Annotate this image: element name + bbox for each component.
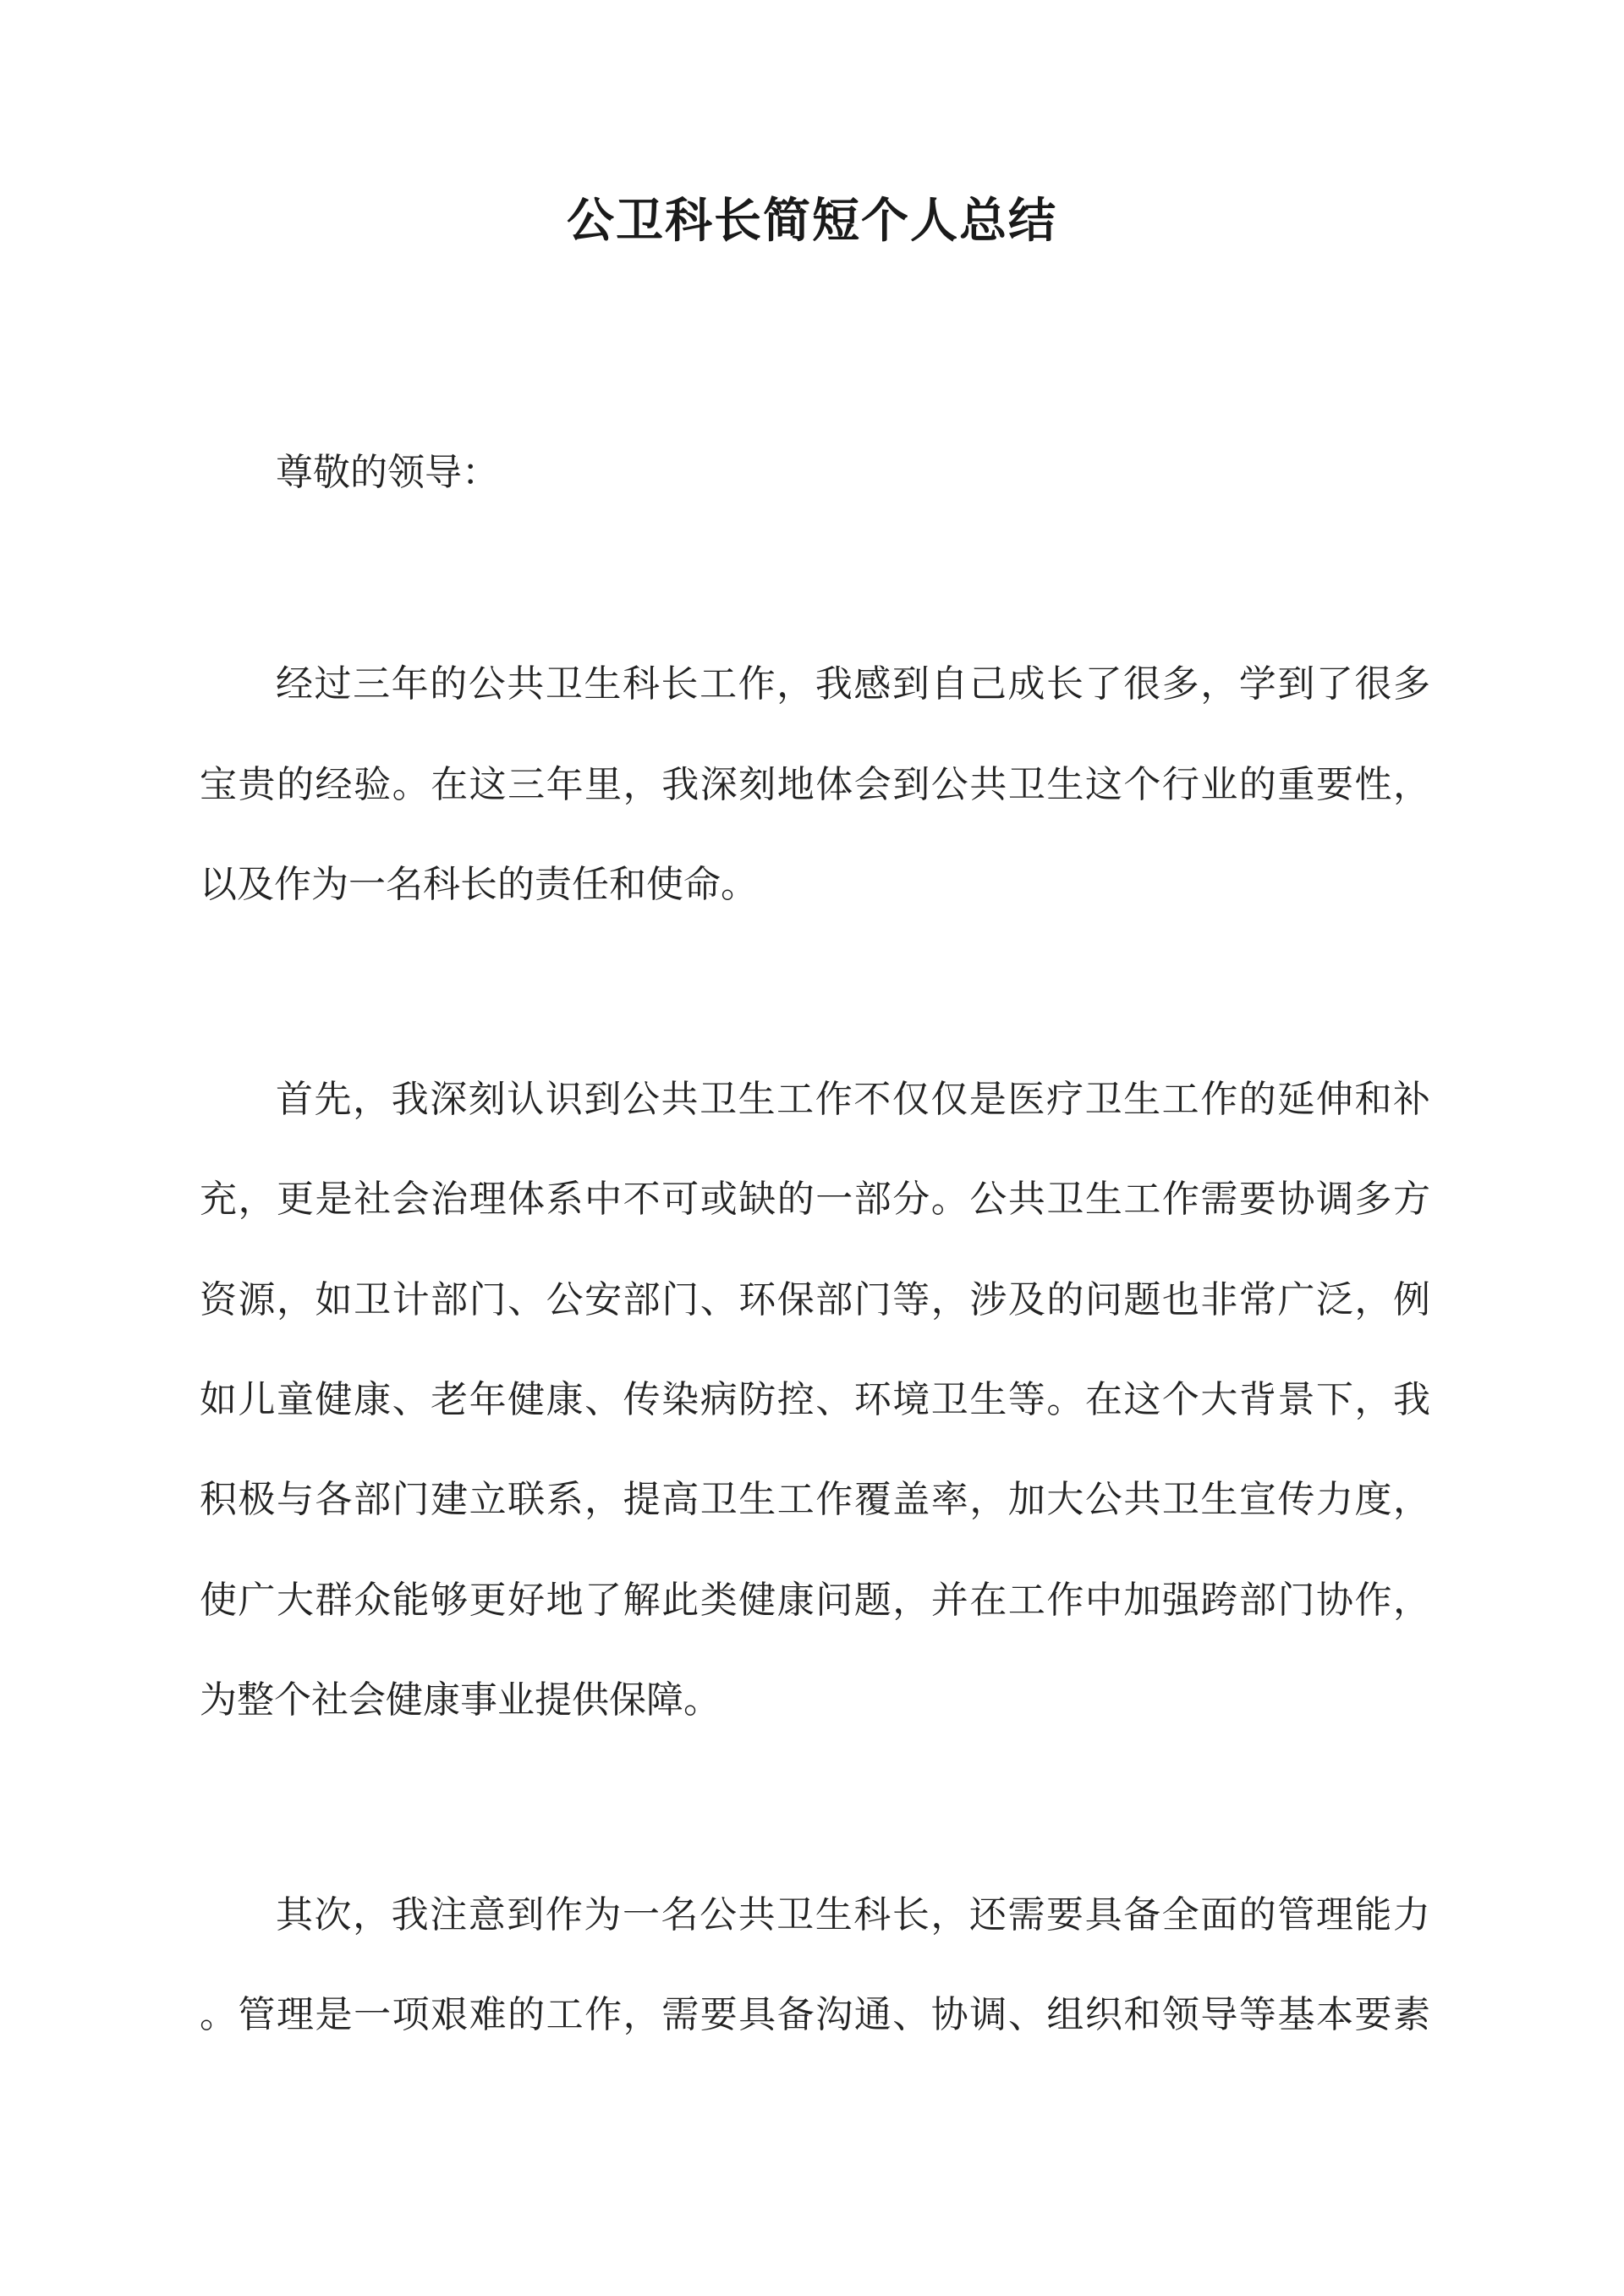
paragraph-2-line-3: 资源，如卫计部门、公安部门、环保部门等，涉及的问题也非常广泛，例	[200, 1278, 1430, 1321]
document-title: 公卫科长简短个人总结	[567, 193, 1057, 249]
paragraph-2-line-4: 如儿童健康、老年健康、传染病防控、环境卫生等。在这个大背景下，我	[200, 1378, 1430, 1421]
paragraph-2-line-6: 使广大群众能够更好地了解此类健康问题，并在工作中加强跨部门协作，	[200, 1579, 1430, 1622]
paragraph-2-line-5: 积极与各部门建立联系，提高卫生工作覆盖率，加大公共卫生宣传力度，	[200, 1478, 1430, 1521]
paragraph-2-line-1: 首先，我深刻认识到公共卫生工作不仅仅是医疗卫生工作的延伸和补	[276, 1078, 1430, 1121]
paragraph-1-line-1: 经过三年的公共卫生科长工作，我感到自己成长了很多，学到了很多	[276, 662, 1430, 706]
paragraph-1-line-3: 以及作为一名科长的责任和使命。	[200, 863, 758, 906]
paragraph-1-line-2: 宝贵的经验。在这三年里，我深刻地体会到公共卫生这个行业的重要性，	[200, 763, 1430, 806]
salutation: 尊敬的领导：	[276, 451, 499, 494]
paragraph-2-line-7: 为整个社会健康事业提供保障。	[200, 1678, 721, 1722]
paragraph-2-line-2: 充，更是社会治理体系中不可或缺的一部分。公共卫生工作需要协调多方	[200, 1178, 1430, 1221]
paragraph-3-line-2: 。管理是一项艰难的工作，需要具备沟通、协调、组织和领导等基本要素	[200, 1993, 1430, 2036]
paragraph-3-line-1: 其次，我注意到作为一名公共卫生科长，还需要具备全面的管理能力	[276, 1893, 1430, 1936]
